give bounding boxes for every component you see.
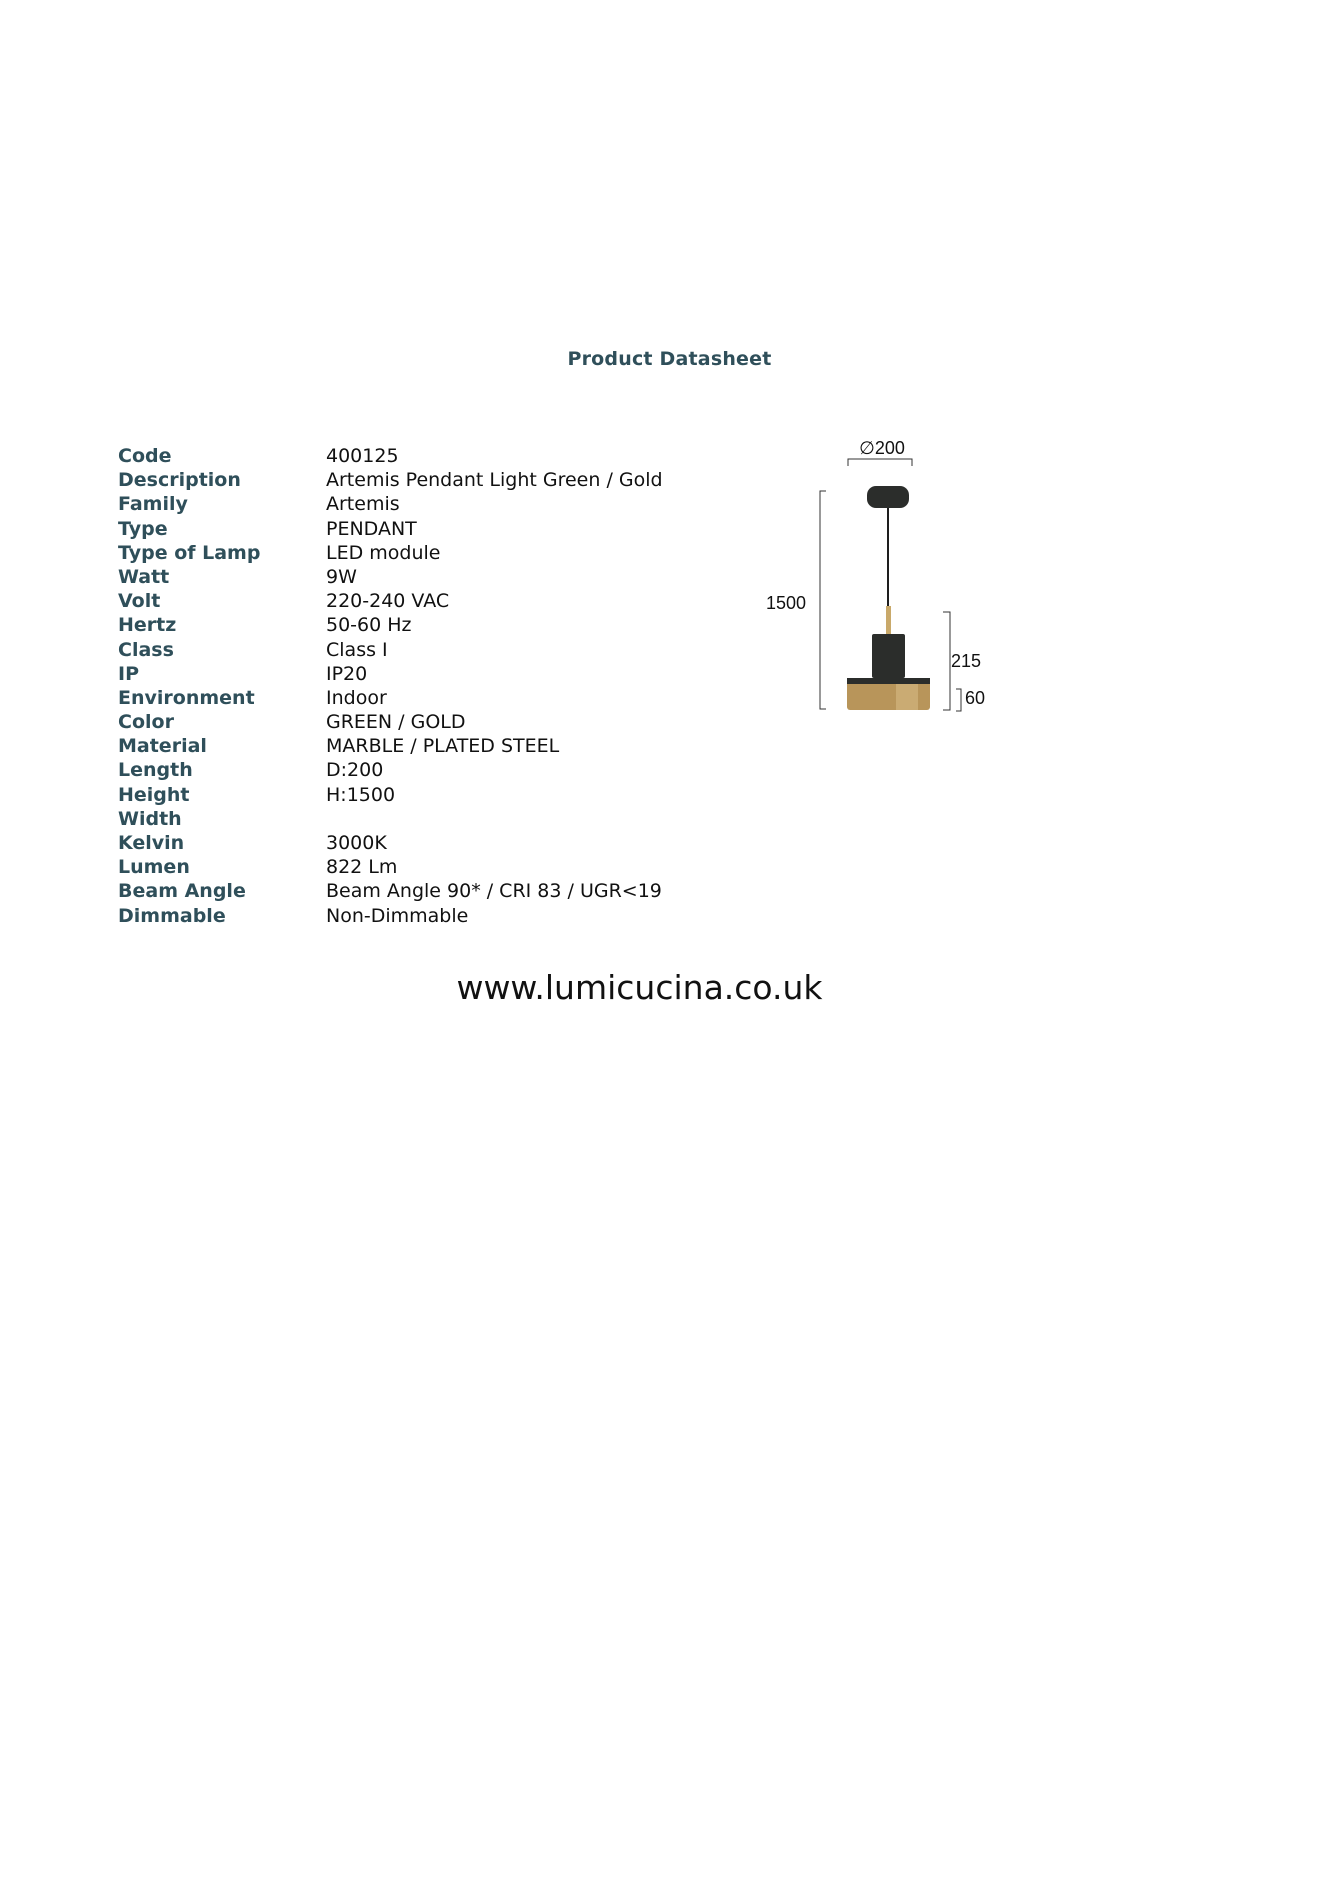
spec-label: Dimmable	[118, 904, 226, 927]
spec-value: 50-60 Hz	[326, 614, 412, 637]
spec-table	[118, 444, 663, 928]
spec-row-volt	[118, 589, 663, 613]
spec-label: Class	[118, 638, 174, 661]
spec-label: Beam Angle	[118, 880, 246, 903]
spec-row-beam-angle	[118, 879, 663, 903]
body-bracket	[943, 612, 950, 710]
website-link[interactable]: www.lumicucina.co.uk	[456, 968, 823, 1007]
spec-label: Lumen	[118, 856, 190, 879]
height-bracket	[820, 491, 826, 709]
spec-label: Color	[118, 711, 174, 734]
spec-label: Width	[118, 807, 182, 830]
spec-label: Environment	[118, 686, 255, 709]
spec-label: Material	[118, 735, 207, 758]
spec-label: Type of Lamp	[118, 541, 261, 564]
spec-value: 400125	[326, 445, 399, 467]
spec-row-family	[118, 492, 663, 516]
spec-row-width	[118, 807, 663, 831]
spec-value: Artemis	[326, 493, 400, 516]
spec-row-ip	[118, 662, 663, 686]
spec-row-watt	[118, 565, 663, 589]
spec-row-hertz	[118, 613, 663, 637]
spec-label: Length	[118, 759, 193, 782]
spec-value: LED module	[326, 541, 441, 564]
spec-label: Volt	[118, 590, 161, 613]
marble-body	[872, 634, 905, 678]
spec-label: Type	[118, 517, 168, 540]
spec-label: Hertz	[118, 614, 177, 637]
spec-value: PENDANT	[326, 517, 417, 540]
gold-rod	[886, 606, 891, 634]
spec-value: Artemis Pendant Light Green / Gold	[326, 469, 663, 492]
spec-row-material	[118, 734, 663, 758]
spec-value: 822 Lm	[326, 856, 398, 879]
shade-label: 60	[965, 688, 986, 708]
ceiling-canopy	[867, 486, 909, 508]
diameter-bracket	[848, 459, 912, 466]
diameter-label: ∅200	[859, 438, 905, 458]
shade-top-rim	[847, 678, 930, 684]
page-title: Product Datasheet	[567, 348, 772, 370]
spec-value: Indoor	[326, 686, 387, 709]
spec-label: Height	[118, 783, 190, 806]
spec-label: Watt	[118, 565, 170, 588]
spec-value: Non-Dimmable	[326, 904, 469, 927]
spec-row-class	[118, 638, 663, 662]
spec-row-color	[118, 710, 663, 734]
spec-row-dimmable	[118, 904, 663, 928]
spec-row-lumen	[118, 855, 663, 879]
spec-row-type	[118, 517, 663, 541]
spec-value: MARBLE / PLATED STEEL	[326, 735, 560, 758]
spec-row-kelvin	[118, 831, 663, 855]
spec-label: Code	[118, 445, 172, 467]
spec-label: Description	[118, 469, 241, 492]
spec-value: Beam Angle 90* / CRI 83 / UGR<19	[326, 880, 662, 903]
spec-label: Kelvin	[118, 832, 185, 854]
spec-value: H:1500	[326, 783, 396, 806]
spec-row-description	[118, 468, 663, 492]
spec-value: GREEN / GOLD	[326, 711, 466, 734]
body-label: 215	[951, 651, 982, 671]
spec-value: D:200	[326, 759, 384, 782]
spec-value: 3000K	[326, 832, 387, 854]
spec-value: Class I	[326, 638, 388, 661]
spec-value: 9W	[326, 565, 357, 588]
spec-row-length	[118, 758, 663, 782]
spec-value: IP20	[326, 662, 368, 685]
spec-value: 220-240 VAC	[326, 590, 450, 613]
shade-bracket	[956, 689, 961, 711]
pendant-dimension-drawing	[760, 436, 1020, 726]
spec-row-code	[118, 444, 663, 468]
spec-label: IP	[118, 662, 139, 685]
spec-row-environment	[118, 686, 663, 710]
shade-shine	[896, 684, 918, 710]
height-label: 1500	[766, 593, 807, 613]
spec-row-height	[118, 783, 663, 807]
spec-label: Family	[118, 493, 188, 516]
spec-row-type-of-lamp	[118, 541, 663, 565]
